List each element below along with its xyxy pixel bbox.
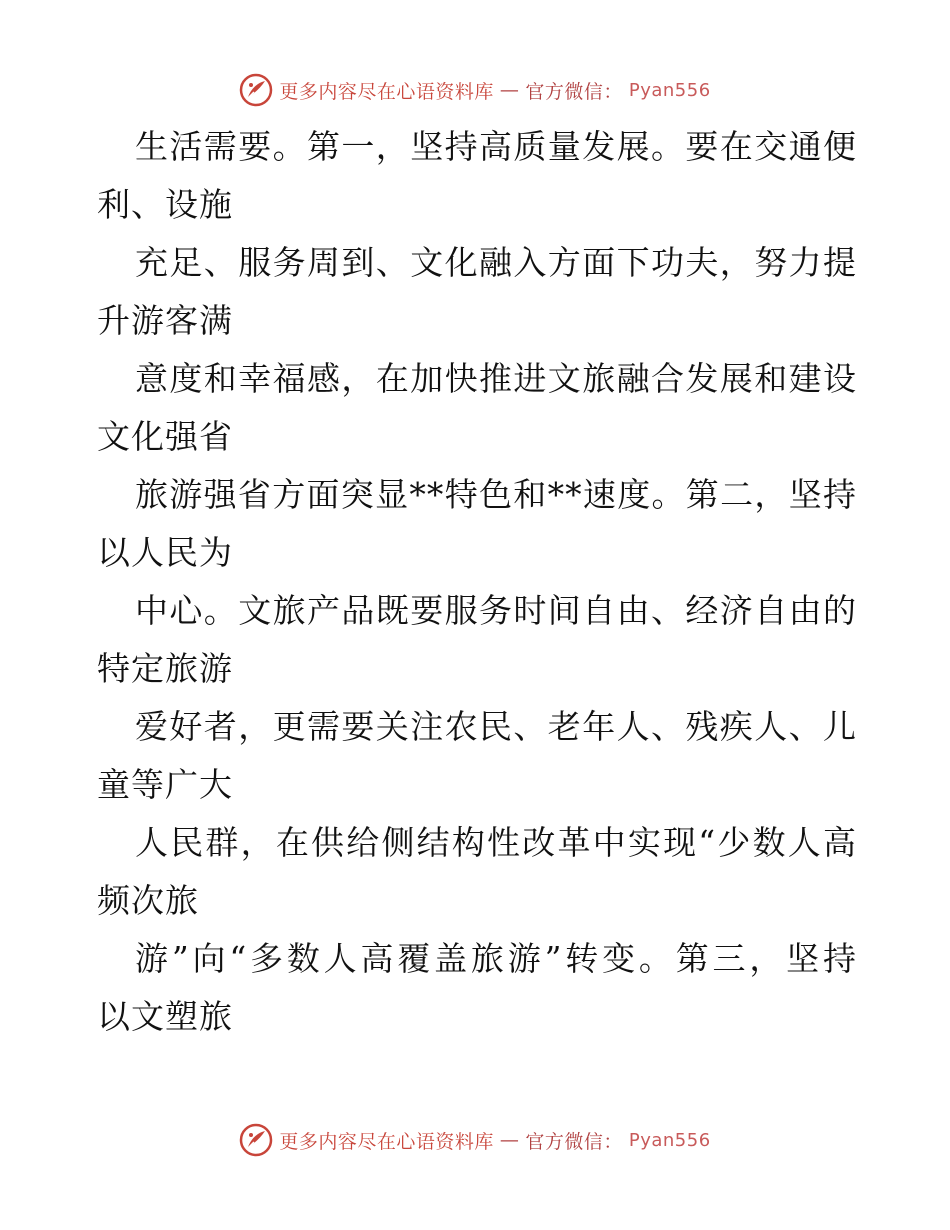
- paragraph-line-wrap: 升游客满: [97, 301, 233, 340]
- paragraph-line: 旅游强省方面突显**特色和**速度。第二，坚持: [135, 475, 857, 514]
- watermark-label: 官方微信：: [525, 1130, 623, 1153]
- paragraph-line-wrap: 以文塑旅: [97, 997, 233, 1036]
- paragraph-line: 意度和幸福感，在加快推进文旅融合发展和建设: [135, 359, 857, 398]
- paragraph: [97, 698, 857, 814]
- paragraph: [97, 234, 857, 350]
- document-body: [97, 118, 857, 1046]
- watermark-wechat-id: Pyan556: [628, 79, 711, 101]
- paragraph-line-wrap: 频次旅: [97, 881, 199, 920]
- paragraph-line: 人民群，在供给侧结构性改革中实现“少数人高: [135, 823, 857, 862]
- paragraph-line-wrap: 利、设施: [97, 185, 233, 224]
- paragraph-line: 充足、服务周到、文化融入方面下功夫，努力提: [135, 243, 857, 282]
- paragraph-line: 生活需要。第一，坚持高质量发展。要在交通便: [135, 127, 857, 166]
- paragraph-line: 爱好者，更需要关注农民、老年人、残疾人、儿: [135, 707, 857, 746]
- watermark-separator: —: [499, 79, 520, 101]
- watermark-brand: 更多内容尽在心语资料库: [279, 80, 494, 103]
- paragraph-line-wrap: 以人民为: [97, 533, 233, 572]
- feather-pen-logo-icon: [239, 73, 273, 107]
- paragraph-line: 中心。文旅产品既要服务时间自由、经济自由的: [135, 591, 857, 630]
- paragraph: [97, 466, 857, 582]
- paragraph: [97, 930, 857, 1046]
- paragraph: [97, 582, 857, 698]
- watermark-brand: 更多内容尽在心语资料库: [279, 1130, 494, 1153]
- watermark-separator: —: [499, 1129, 520, 1151]
- paragraph: [97, 118, 857, 234]
- paragraph-line-wrap: 文化强省: [97, 417, 233, 456]
- paragraph: [97, 814, 857, 930]
- footer-watermark: [0, 1120, 950, 1160]
- header-watermark: [0, 70, 950, 110]
- paragraph: [97, 350, 857, 466]
- paragraph-line-wrap: 童等广大: [97, 765, 233, 804]
- paragraph-line: 游”向“多数人高覆盖旅游”转变。第三，坚持: [135, 939, 857, 978]
- feather-pen-logo-icon: [239, 1123, 273, 1157]
- paragraph-line-wrap: 特定旅游: [97, 649, 233, 688]
- watermark-label: 官方微信：: [525, 80, 623, 103]
- watermark-wechat-id: Pyan556: [628, 1129, 711, 1151]
